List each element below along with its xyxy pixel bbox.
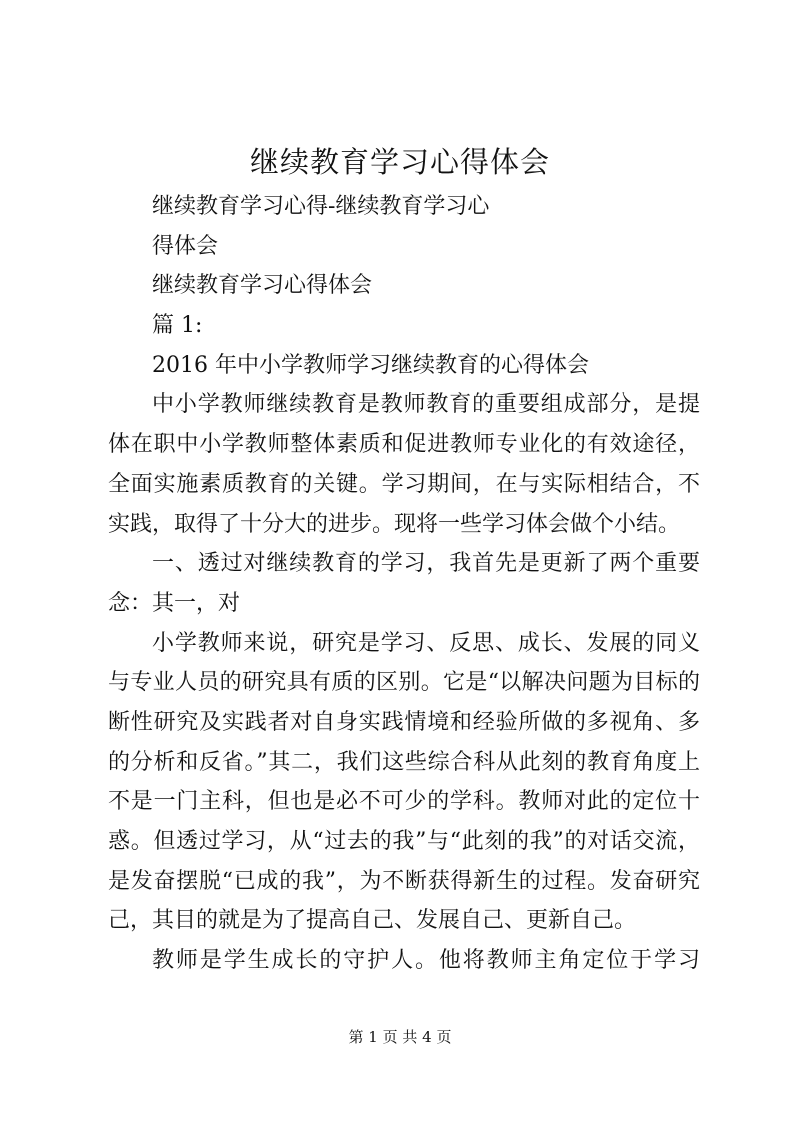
body-line: 不是一门主科，但也是必不可少的学科。教师对此的定位十 [108,789,700,815]
body-line: 中小学教师继续教育是教师教育的重要组成部分，是提 [152,392,700,418]
body-line: 教师是学生成长的守护人。他将教师主角定位于学习 [152,948,700,974]
body-line: 2016 年中小学教师学习继续教育的心得体会 [152,352,589,378]
body-line: 全面实施素质教育的关键。学习期间，在与实际相结合，不 [108,471,700,497]
body-line: 体在职中小学教师整体素质和促进教师专业化的有效途径， [108,432,700,458]
body-line: 的分析和反省。”其二，我们这些综合科从此刻的教育角度上 [108,749,700,775]
document-title: 继续教育学习心得体会 [249,145,550,179]
body-line: 小学教师来说，研究是学习、反思、成长、发展的同义 [152,630,700,656]
body-line: 念：其一，对 [108,590,241,616]
body-line: 一、透过对继续教育的学习，我首先是更新了两个重要 [152,551,700,577]
body-line: 篇 1: [152,313,203,339]
body-line: 是发奋摆脱“已成的我”，为不断获得新生的过程。发奋研究 [108,868,700,894]
body-line: 与专业人员的研究具有质的区别。它是“以解决问题为目标的 [108,670,700,696]
body-line: 得体会 [152,233,219,259]
body-line: 己，其目的就是为了提高自己、发展自己、更新自己。 [108,908,637,934]
page-number-footer: 第 1 页 共 4 页 [348,1028,452,1046]
body-line: 继续教育学习心得-继续教育学习心 [152,194,490,219]
body-line: 实践，取得了十分大的进步。现将一些学习体会做个小结。 [108,511,681,537]
body-line: 惑。但透过学习，从“过去的我”与“此刻的我”的对话交流， [108,829,700,854]
body-line: 断性研究及实践者对自身实践情境和经验所做的多视角、多 [108,709,700,735]
body-line: 继续教育学习心得体会 [152,273,373,299]
document-body [108,187,700,981]
